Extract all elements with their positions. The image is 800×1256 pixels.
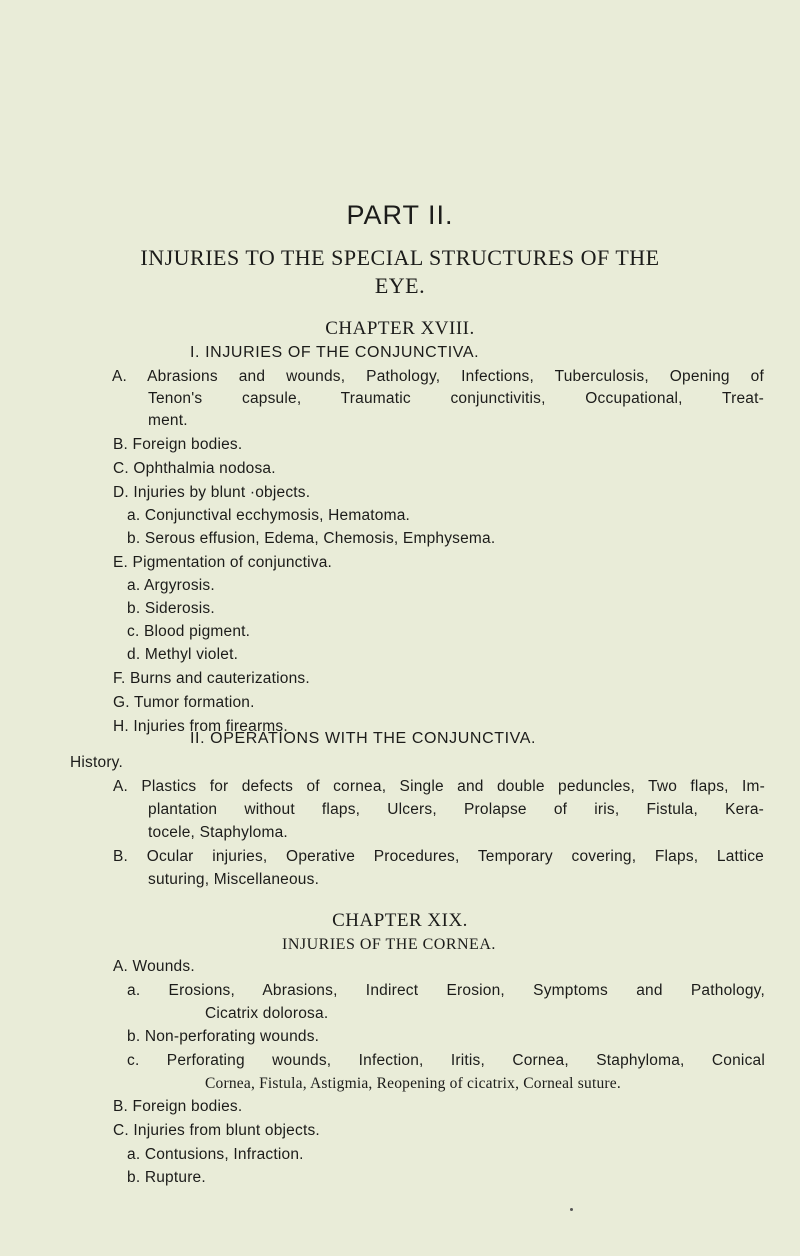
part-title-line-2: EYE. [374,273,426,298]
item-h: H. Injuries from firearms. [113,718,288,735]
cornea-item-b: B. Foreign bodies. [113,1098,243,1115]
item-e-c: c. Blood pigment. [127,623,251,640]
ops-item-a-line-1: A. Plastics for defects of cornea, Single and double peduncles, Two flaps, Im- [113,778,765,795]
item-a-line-3: ment. [148,412,188,429]
part-heading: PART II. [346,200,454,230]
cornea-item-c-a: a. Contusions, Infraction. [127,1146,304,1163]
cornea-item-a-c-line-1: c. Perforating wounds, Infection, Iritis, Cornea, Staphyloma, Conical [127,1052,765,1069]
item-a-line-2: Tenon's capsule, Traumatic conjunctivitis, Occupational, Treat- [148,390,764,407]
item-g: G. Tumor formation. [113,694,255,711]
item-f: F. Burns and cauterizations. [113,670,310,687]
item-e: E. Pigmentation of conjunctiva. [113,554,333,571]
item-d: D. Injuries by blunt ·objects. [113,484,311,501]
ops-item-a-line-3: tocele, Staphyloma. [148,824,288,841]
item-c: C. Ophthalmia nodosa. [113,460,276,477]
ops-item-a-line-2: plantation without flaps, Ulcers, Prolapse of iris, Fistula, Kera- [148,801,764,818]
cornea-item-c: C. Injuries from blunt objects. [113,1122,320,1139]
part-title-line-1: INJURIES TO THE SPECIAL STRUCTURES OF THE [140,245,660,270]
ops-item-b-line-2: suturing, Miscellaneous. [148,871,320,888]
item-e-a: a. Argyrosis. [127,577,215,594]
item-e-b: b. Siderosis. [127,600,215,617]
history-label: History. [70,754,123,771]
item-d-a: a. Conjunctival ecchymosis, Hematoma. [127,507,411,524]
cornea-item-a-c-line-2: Cornea, Fistula, Astigmia, Reopening of cicatrix, Corneal suture. [205,1075,621,1092]
ops-item-b-line-1: B. Ocular injuries, Operative Procedures, Temporary covering, Flaps, Lattice [113,848,764,865]
cornea-item-a-a-line-2: Cicatrix dolorosa. [205,1005,329,1022]
cornea-item-a-a-line-1: a. Erosions, Abrasions, Indirect Erosion, Symptoms and Pathology, [127,982,765,999]
ink-speck [570,1208,573,1211]
cornea-item-c-b: b. Rupture. [127,1169,206,1186]
chapter-19-heading: CHAPTER XIX. [332,910,468,931]
section-2-heading: II. OPERATIONS WITH THE CONJUNCTIVA. [190,730,537,747]
cornea-item-a: A. Wounds. [113,958,195,975]
item-a-line-1: A. Abrasions and wounds, Pathology, Infections, Tuberculosis, Opening of [112,368,764,385]
chapter-19-subheading: INJURIES OF THE CORNEA. [282,936,496,953]
item-d-b: b. Serous effusion, Edema, Chemosis, Emphysema. [127,530,496,547]
section-1-heading: I. INJURIES OF THE CONJUNCTIVA. [190,344,480,361]
item-b: B. Foreign bodies. [113,436,243,453]
cornea-item-a-b: b. Non-perforating wounds. [127,1028,320,1045]
item-e-d: d. Methyl violet. [127,646,239,663]
chapter-18-heading: CHAPTER XVIII. [325,318,475,339]
